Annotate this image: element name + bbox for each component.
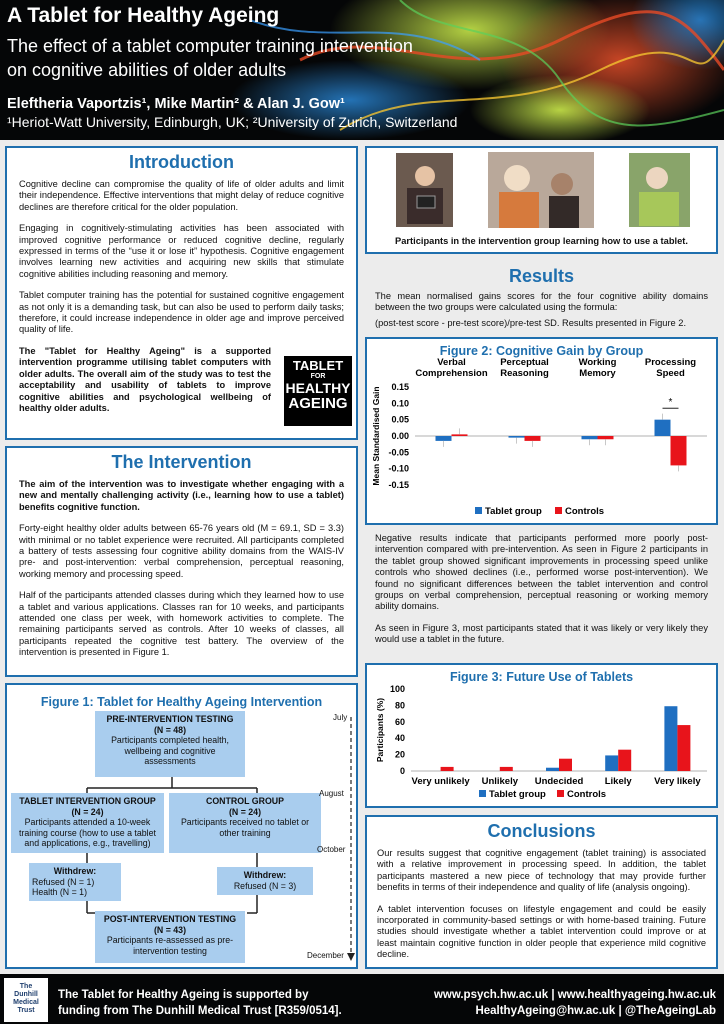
conclusions-panel [365, 815, 718, 969]
control-group-box [169, 793, 321, 853]
bar-controls [559, 759, 572, 771]
significance-marker: * [668, 397, 673, 409]
month-december: December [307, 951, 344, 960]
y-tick-label: 0 [399, 766, 405, 776]
withdrew-tablet-line-1: Refused (N = 1) [32, 876, 95, 887]
category-label: Working [578, 357, 617, 368]
control-group-text: Participants received no tablet or other training [180, 817, 310, 838]
post-intervention-heading: POST-INTERVENTION TESTING [103, 914, 237, 924]
dunhill-trust-logo [4, 978, 48, 1022]
authors: Eleftheria Vaportzis¹, Mike Martin² & Alan J. Gow¹ [7, 96, 345, 112]
pre-intervention-heading: PRE-INTERVENTION TESTING [106, 714, 234, 724]
post-intervention-n: (N = 43) [153, 924, 187, 935]
y-tick-label: 100 [389, 684, 405, 694]
photos-caption: Participants in the intervention group learning how to use a tablet. [395, 236, 688, 246]
bar-tablet [655, 420, 671, 436]
category-label: Speed [656, 368, 685, 379]
withdrew-control-box [217, 867, 313, 895]
intervention-title: The Intervention [111, 452, 252, 472]
bar-controls [525, 436, 541, 441]
category-label: Memory [579, 368, 616, 379]
figure-2-panel [365, 337, 718, 525]
pre-intervention-box [95, 711, 245, 777]
poster-footer [0, 974, 724, 1024]
y-tick-label: 60 [394, 716, 405, 727]
withdrew-tablet-box [29, 863, 121, 901]
bar-tablet [664, 706, 677, 771]
category-label: Verbal [437, 357, 466, 368]
results-paragraph-2: (post-test score - pre-test score)/pre-test SD. Results presented in Figure 2. [375, 317, 687, 328]
intro-paragraph-4: The "Tablet for Healthy Ageing" is a supported intervention programme utilising tablet computers with older adults. The overall aim of the study was to test the acceptability and usability of tablets to improve cognitive abilities and psychological wellbeing of healthy older adults. [19, 345, 271, 413]
bar-controls [452, 434, 468, 436]
dunhill-logo-text-2: Dunhill [14, 991, 38, 998]
figure-2-chart [367, 357, 716, 523]
participant-photos [367, 148, 716, 233]
intro-paragraph-1: Cognitive decline can compromise the quality of life of older adults and limit their independence. Effective interventions that might delay of reduce cognitive declines are therefore critical for the older population. [19, 179, 344, 212]
y-axis-label: Participants (%) [375, 697, 385, 763]
subtitle-line-1: The effect of a tablet computer training intervention [7, 36, 413, 56]
funding-line-2: funding from The Dunhill Medical Trust [R359/0514]. [58, 1005, 342, 1017]
dunhill-logo-text-4: Trust [17, 1007, 35, 1014]
logo-text-3: HEALTHY [285, 380, 351, 396]
contact-links [434, 987, 716, 1019]
results-section [365, 262, 718, 329]
category-label: Unlikely [481, 776, 519, 787]
website-links[interactable]: www.psych.hw.ac.uk | www.healthyageing.hw.ac.uk [433, 989, 716, 1001]
withdrew-tablet-heading: Withdrew: [53, 866, 97, 876]
post-intervention-box [95, 911, 245, 963]
y-tick-label: -0.05 [388, 447, 409, 458]
month-august: August [319, 789, 344, 798]
intervention-paragraph-3: Half of the participants attended classes during which they learned how to use a tablet and various applications. Classes ran for 10 weeks, and participants attended one class per week, with homework activities to complete. The remaining participants served as controls. After 10 weeks of classes, all participants repeated the cognitive test battery. The overview of the intervention is presented in Figure 1. [19, 590, 344, 658]
y-tick-label: 20 [394, 749, 405, 760]
dunhill-logo-text-1: The [19, 983, 33, 990]
figure-3-title: Figure 3: Future Use of Tablets [449, 670, 634, 684]
legend-label: Tablet group [485, 506, 542, 517]
month-july: July [333, 713, 348, 722]
logo-text-2: FOR [310, 373, 326, 380]
y-axis-label: Mean Standardised Gain [371, 386, 381, 486]
legend-label: Controls [567, 789, 607, 800]
results-paragraph-3: Negative results indicate that participants performed more poorly post-intervention compared with pre-intervention. As seen in Figure 2 participants in the tablet group showed significant improvements in processing speed unlike controls who showed declines (i.e., performed worse post-intervention). We found no significant differences between the tablet intervention and control groups on verbal comprehension, perceptual reasoning or working memory ability domains. [375, 533, 708, 612]
bar-tablet [509, 436, 525, 438]
category-label: Reasoning [500, 368, 549, 379]
y-tick-label: -0.10 [388, 463, 409, 474]
funding-statement [58, 987, 342, 1019]
figure-2-title: Figure 2: Cognitive Gain by Group [439, 344, 644, 358]
bar-controls [677, 725, 690, 771]
intro-paragraph-2: Engaging in cognitively-stimulating activities has been associated with improved cognitive performance or reduced cognitive decline, regularly expressed in terms of the “use it or lose it” hypothesis. Cognitive engagement involves learning new activities and acquiring new skills that stimulate cognitive abilities including reasoning and memory. [19, 223, 344, 279]
bar-controls [618, 750, 631, 771]
results-paragraph-4: As seen in Figure 3, most participants stated that it was likely or very likely they would use a tablet in the future. [375, 622, 708, 645]
intervention-panel [5, 446, 358, 677]
y-tick-label: 0.00 [391, 431, 409, 441]
tablet-group-heading: TABLET INTERVENTION GROUP [19, 796, 156, 806]
poster-header [0, 0, 724, 140]
y-tick-label: 0.05 [391, 414, 409, 425]
category-label: Likely [604, 776, 632, 787]
tablet-group-n: (N = 24) [71, 806, 104, 817]
legend-swatch [557, 790, 564, 797]
y-tick-label: 0.15 [391, 382, 409, 392]
figure-1-panel [5, 683, 358, 969]
withdrew-control-line-1: Refused (N = 3) [233, 880, 297, 891]
y-tick-label: 40 [394, 733, 405, 744]
pre-intervention-n: (N = 48) [153, 724, 187, 735]
category-label: Very unlikely [411, 776, 470, 787]
category-label: Processing [644, 357, 697, 368]
control-group-n: (N = 24) [228, 806, 262, 817]
conclusions-paragraph-2: A tablet intervention focuses on lifestyle engagement and could be easily incorporated in community-based settings or with home-based training. Future studies should investigate whether a tablet intervention could improve or at least maintain cognitive function in older people that experience mild cognitive decline. [377, 903, 706, 960]
withdrew-tablet-line-2: Health (N = 1) [32, 887, 88, 897]
results-discussion [365, 533, 718, 646]
bar-tablet [546, 768, 559, 771]
category-label: Comprehension [415, 368, 488, 379]
figure-3-chart [367, 683, 716, 807]
tablet-group-box [11, 793, 164, 853]
intro-paragraph-3: Tablet computer training has the potential for sustained cognitive engagement as not only it is a demanding task, but can also be used to perform daily tasks; therefore, it could increase independence in older age and improve perceived quality of life. [19, 290, 344, 335]
introduction-title: Introduction [129, 152, 234, 172]
legend-label: Tablet group [489, 789, 546, 800]
conclusions-paragraph-1: Our results suggest that cognitive engagement (tablet training) is associated with a relative improvement in processing speed. In addition, the tablet participants mastered a new piece of technology that may provide further benefits in terms of their independence and quality of life (analysis ongoing). [377, 848, 706, 893]
bar-controls [598, 436, 614, 439]
figure-3-panel [365, 663, 718, 808]
legend-swatch [475, 507, 482, 514]
category-label: Perceptual [500, 357, 549, 368]
y-tick-label: 80 [394, 700, 405, 711]
legend-swatch [555, 507, 562, 514]
results-title: Results [508, 266, 575, 286]
introduction-panel [5, 146, 358, 440]
legend-label: Controls [565, 506, 605, 517]
email-twitter-links[interactable]: HealthyAgeing@hw.ac.uk | @TheAgeingLab [475, 1005, 716, 1017]
intervention-paragraph-1: The aim of the intervention was to investigate whether engaging with a new and mentally challenging activity (i.e., learning how to use a tablet) benefits cognitive function. [19, 479, 344, 512]
poster-title: A Tablet for Healthy Ageing [7, 4, 280, 27]
subtitle-line-2: on cognitive abilities of older adults [7, 60, 287, 80]
bar-controls [671, 436, 687, 465]
tablet-group-text: Participants attended a 10-week training course (how to use a tablet and applications, e.g., travelling) [19, 817, 156, 848]
post-intervention-text: Participants re-assessed as pre-intervention testing [106, 935, 234, 956]
poster-subtitle [7, 34, 527, 82]
bar-controls [500, 767, 513, 771]
photos-panel [365, 146, 718, 254]
control-group-heading: CONTROL GROUP [205, 796, 285, 806]
logo-text-1: TABLET [292, 358, 344, 373]
bar-controls [441, 767, 454, 771]
results-paragraph-1: The mean normalised gains scores for the four cognitive ability domains between the two groups were calculated using the formula: [375, 291, 708, 313]
funding-line-1: The Tablet for Healthy Ageing is supported by [58, 989, 309, 1001]
pre-intervention-text: Participants completed health, wellbeing and cognitive assessments [111, 735, 229, 766]
withdrew-control-heading: Withdrew: [243, 870, 287, 880]
category-label: Undecided [534, 776, 584, 787]
intervention-paragraph-2: Forty-eight healthy older adults between 65-76 years old (M = 69.1, SD = 3.3) with minimal or no tablet experience were recruited. All participants completed a battery of tests assessing four cognitive ability domains from the WAIS-IV pre- and post-intervention: verbal comprehension, perceptual reasoning, working memory and processing speed. [19, 523, 344, 579]
legend-swatch [479, 790, 486, 797]
logo-text-4: AGEING [288, 395, 348, 412]
bar-tablet [582, 436, 598, 439]
bar-tablet [436, 436, 452, 441]
figure-1-title: Figure 1: Tablet for Healthy Ageing Intervention [40, 695, 323, 709]
conclusions-title: Conclusions [487, 821, 596, 841]
category-label: Very likely [654, 776, 701, 787]
month-october: October [317, 845, 346, 854]
dunhill-logo-text-3: Medical [13, 999, 39, 1006]
affiliations: ¹Heriot-Watt University, Edinburgh, UK; ²University of Zurich, Switzerland [7, 114, 458, 130]
y-tick-label: -0.15 [388, 480, 409, 490]
y-tick-label: 0.10 [391, 398, 409, 409]
bar-tablet [605, 755, 618, 771]
tablet-healthy-ageing-logo [284, 356, 352, 426]
